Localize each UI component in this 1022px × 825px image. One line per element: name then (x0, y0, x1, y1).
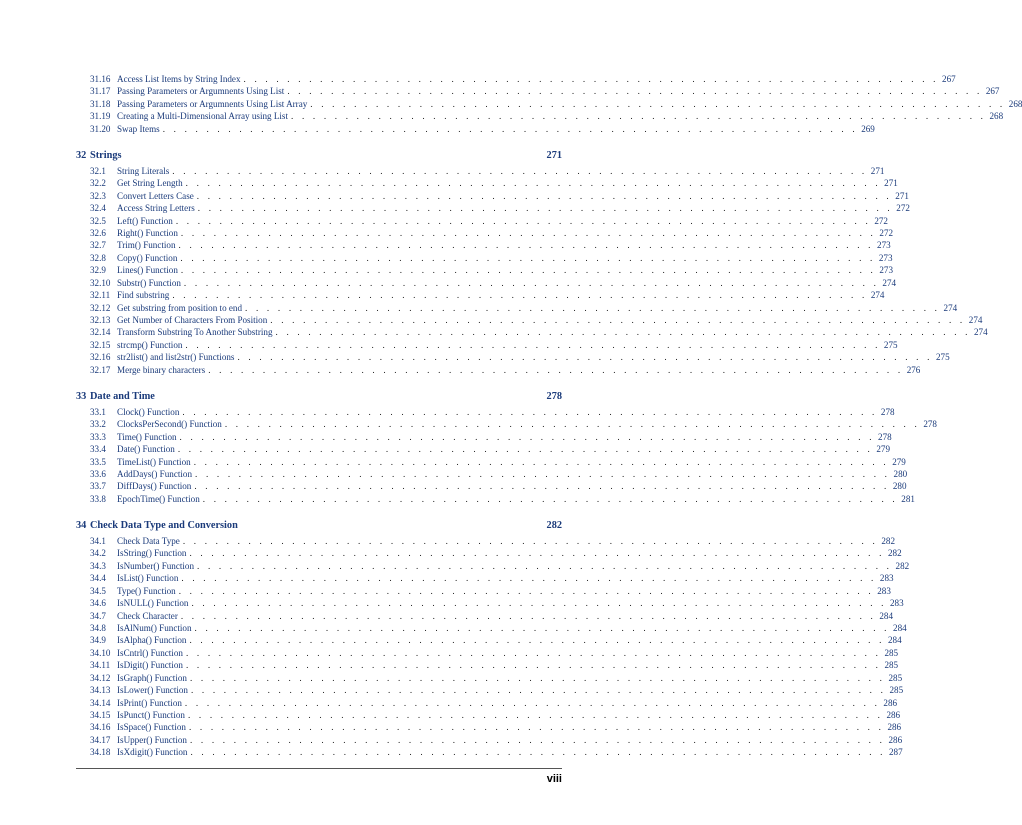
toc-entry[interactable] (76, 98, 1022, 110)
toc-entry[interactable] (76, 406, 895, 418)
toc-entry[interactable] (76, 597, 904, 609)
toc-entry[interactable] (76, 480, 907, 492)
dot-leader: . . . . . . . . . . . . . . . . . . . . . . . . . . . . . . . . . . . . . . . . . . . . . . . . . . . . . . . . . . . . . . . . (182, 406, 878, 417)
entry-page: 282 (895, 560, 910, 571)
entry-title: Get substring from position to end (117, 302, 243, 313)
entry-title: Date() Function (117, 444, 175, 455)
entry-title: String Literals (117, 165, 170, 176)
dot-leader: . . . . . . . . . . . . . . . . . . . . . . . . . . . . . . . . . . . . . . . . . . . . . . . . . . . . . . . . . . . . . . . . (189, 734, 886, 745)
dot-leader: . . . . . . . . . . . . . . . . . . . . . . . . . . . . . . . . . . . . . . . . . . . . . . . . . . . . . . . . . . . . . . . . (181, 573, 877, 584)
toc-entry[interactable] (76, 314, 983, 326)
entry-number: 34.17 (90, 734, 111, 745)
dot-leader: . . . . . . . . . . . . . . . . . . . . . . . . . . . . . . . . . . . . . . . . . . . . . . . . . . . . . . . . . . . . . . . . (175, 215, 871, 226)
toc-entry[interactable] (76, 610, 893, 622)
entry-page: 286 (883, 697, 898, 708)
entry-page: 274 (968, 315, 983, 326)
toc-entry[interactable] (76, 177, 898, 189)
entry-page: 269 (861, 123, 875, 134)
entry-number: 34.1 (90, 535, 106, 546)
entry-page: 280 (892, 481, 907, 492)
chapter-page: 278 (546, 391, 562, 403)
dot-leader: . . . . . . . . . . . . . . . . . . . . . . . . . . . . . . . . . . . . . . . . . . . . . . . . . . . . . . . . . . . . . . . . (172, 165, 868, 176)
toc-entry[interactable] (76, 418, 937, 430)
entry-title: IsList() Function (117, 573, 179, 584)
entry-number: 33.8 (90, 493, 106, 504)
entry-number: 34.6 (90, 598, 106, 609)
dot-leader: . . . . . . . . . . . . . . . . . . . . . . . . . . . . . . . . . . . . . . . . . . . . . . . . . . . . . . . . . . . . . . . . (184, 697, 881, 708)
dot-leader: . . . . . . . . . . . . . . . . . . . . . . . . . . . . . . . . . . . . . . . . . . . . . . . . . . . . . . . . . . . . . . . . (172, 290, 868, 301)
toc-entry[interactable] (76, 535, 895, 547)
entry-number: 32.8 (90, 252, 106, 263)
toc-entry[interactable] (76, 302, 958, 314)
dot-leader: . . . . . . . . . . . . . . . . . . . . . . . . . . . . . . . . . . . . . . . . . . . . . . . . . . . . . . . . . . . . . . . . (310, 98, 1006, 109)
entry-title: Convert Letters Case (117, 190, 194, 201)
dot-leader: . . . . . . . . . . . . . . . . . . . . . . . . . . . . . . . . . . . . . . . . . . . . . . . . . . . . . . . . . . . . . . . . (178, 585, 874, 596)
entry-page: 283 (889, 598, 904, 609)
entry-title: Trim() Function (117, 240, 176, 251)
entry-page: 272 (896, 203, 910, 214)
entry-title: Get Number of Characters From Position (117, 315, 268, 326)
entry-number: 32.14 (90, 327, 111, 338)
entry-number: 34.18 (90, 747, 111, 758)
entry-number: 32.1 (90, 165, 106, 176)
entry-number: 32.9 (90, 265, 106, 276)
entry-title: IsNULL() Function (117, 598, 189, 609)
entry-page: 268 (1008, 98, 1022, 109)
dot-leader: . . . . . . . . . . . . . . . . . . . . . . . . . . . . . . . . . . . . . . . . . . . . . . . . . . . . . . . . . . . . . . . . (180, 252, 876, 263)
entry-title: IsUpper() Function (117, 734, 187, 745)
toc-entry[interactable] (76, 468, 908, 480)
toc-entry[interactable] (76, 647, 899, 659)
entry-title: Check Character (117, 610, 178, 621)
toc-entry[interactable] (76, 560, 910, 572)
entry-number: 34.4 (90, 573, 106, 584)
entry-page: 283 (877, 585, 891, 596)
entry-page: 284 (893, 622, 907, 633)
entry-title: Passing Parameters or Argumnents Using List Array (117, 98, 308, 109)
entry-page: 273 (879, 265, 894, 276)
toc-entry[interactable] (76, 239, 891, 251)
entry-title: IsDigit() Function (117, 660, 183, 671)
toc-entry[interactable] (76, 123, 875, 135)
entry-number: 34.14 (90, 697, 111, 708)
entry-page: 279 (876, 444, 890, 455)
chapter-num: 32 (76, 150, 87, 162)
toc-entry[interactable] (76, 73, 956, 85)
toc-chapter-heading[interactable] (76, 390, 562, 404)
toc-entry[interactable] (76, 264, 894, 276)
entry-page: 282 (887, 548, 902, 559)
entry-page: 286 (888, 734, 903, 745)
entry-number: 34.12 (90, 672, 111, 683)
entry-page: 287 (888, 747, 903, 758)
dot-leader: . . . . . . . . . . . . . . . . . . . . . . . . . . . . . . . . . . . . . . . . . . . . . . . . . . . . . . . . . . . . . . . . (197, 203, 893, 214)
entry-page: 285 (884, 647, 899, 658)
entry-page: 282 (881, 535, 895, 546)
entry-title: IsNumber() Function (117, 560, 195, 571)
toc-entry[interactable] (76, 215, 888, 227)
entry-page: 274 (882, 277, 897, 288)
entry-title: Get String Length (117, 178, 183, 189)
entry-title: IsPrint() Function (117, 697, 182, 708)
entry-title: Lines() Function (117, 265, 178, 276)
entry-number: 32.10 (90, 277, 111, 288)
entry-title: Check Data Type (117, 535, 180, 546)
entry-number: 34.15 (90, 710, 111, 721)
entry-number: 32.11 (90, 290, 111, 301)
entry-number: 31.19 (90, 111, 111, 122)
toc-entry[interactable] (76, 252, 893, 264)
toc-entry[interactable] (76, 734, 903, 746)
entry-page: 274 (870, 290, 885, 301)
entry-page: 271 (884, 178, 898, 189)
entry-page: 275 (883, 339, 898, 350)
toc-section (76, 519, 910, 758)
entry-number: 32.5 (90, 215, 106, 226)
entry-page: 285 (884, 660, 899, 671)
entry-number: 33.5 (90, 456, 106, 467)
toc-section (76, 149, 988, 376)
dot-leader: . . . . . . . . . . . . . . . . . . . . . . . . . . . . . . . . . . . . . . . . . . . . . . . . . . . . . . . . . . . . . . . . (178, 240, 874, 251)
chapter-title: Check Data Type and Conversion (90, 520, 238, 532)
dot-leader: . . . . . . . . . . . . . . . . . . . . . . . . . . . . . . . . . . . . . . . . . . . . . . . . . . . . . . . . . . . . . . . . (243, 74, 939, 84)
entry-title: AddDays() Function (117, 469, 193, 479)
entry-title: Left() Function (117, 215, 173, 226)
dot-leader: . . . . . . . . . . . . . . . . . . . . . . . . . . . . . . . . . . . . . . . . . . . . . . . . . . . . . . . . . . . . . . . . (162, 123, 858, 134)
entry-title: IsAlpha() Function (117, 635, 187, 646)
toc-entry[interactable] (76, 672, 903, 684)
toc-entry[interactable] (76, 684, 904, 696)
entry-page: 274 (974, 327, 988, 338)
entry-page: 278 (923, 419, 937, 430)
dot-leader: . . . . . . . . . . . . . . . . . . . . . . . . . . . . . . . . . . . . . . . . . . . . . . . . . . . . . . . . . . . . . . . . (185, 647, 882, 658)
toc-entry[interactable] (76, 289, 885, 301)
dot-leader: . . . . . . . . . . . . . . . . . . . . . . . . . . . . . . . . . . . . . . . . . . . . . . . . . . . . . . . . . . . . . . . . (195, 469, 891, 479)
entry-title: IsCntrl() Function (117, 647, 183, 658)
entry-number: 31.16 (90, 74, 111, 84)
toc-entry[interactable] (76, 277, 897, 289)
toc-entry[interactable] (76, 431, 892, 443)
toc-entry[interactable] (76, 351, 950, 363)
entry-number: 34.16 (90, 722, 111, 733)
chapter-page: 282 (546, 520, 562, 532)
entry-number: 31.18 (90, 98, 111, 109)
entry-number: 32.2 (90, 178, 106, 189)
entry-title: Access List Items by String Index (117, 74, 241, 84)
dot-leader: . . . . . . . . . . . . . . . . . . . . . . . . . . . . . . . . . . . . . . . . . . . . . . . . . . . . . . . . . . . . . . . . (188, 722, 885, 733)
toc-entry[interactable] (76, 110, 1004, 122)
chapter-num: 33 (76, 391, 87, 403)
dot-leader: . . . . . . . . . . . . . . . . . . . . . . . . . . . . . . . . . . . . . . . . . . . . . . . . . . . . . . . . . . . . . . . . (179, 431, 875, 442)
entry-title: EpochTime() Function (117, 493, 200, 504)
entry-page: 280 (893, 469, 908, 479)
entry-title: Substr() Function (117, 277, 181, 288)
entry-page: 279 (892, 456, 906, 467)
chapter-page: 271 (546, 150, 562, 162)
dot-leader: . . . . . . . . . . . . . . . . . . . . . . . . . . . . . . . . . . . . . . . . . . . . . . . . . . . . . . . . . . . . . . . . (189, 548, 885, 559)
entry-page: 273 (877, 240, 891, 251)
entry-title: Type() Function (117, 585, 176, 596)
toc-entry[interactable] (76, 721, 902, 733)
entry-number: 32.6 (90, 227, 106, 238)
dot-leader: . . . . . . . . . . . . . . . . . . . . . . . . . . . . . . . . . . . . . . . . . . . . . . . . . . . . . . . . . . . . . . . . (183, 277, 880, 288)
toc-entry[interactable] (76, 493, 915, 505)
entry-page: 284 (887, 635, 902, 646)
dot-leader: . . . . . . . . . . . . . . . . . . . . . . . . . . . . . . . . . . . . . . . . . . . . . . . . . . . . . . . . . . . . . . . . (189, 672, 886, 683)
entry-page: 281 (901, 493, 915, 504)
toc-entry[interactable] (76, 709, 901, 721)
toc-entry[interactable] (76, 456, 906, 468)
dot-leader: . . . . . . . . . . . . . . . . . . . . . . . . . . . . . . . . . . . . . . . . . . . . . . . . . . . . . . . . . . . . . . . . (187, 710, 884, 721)
dot-leader: . . . . . . . . . . . . . . . . . . . . . . . . . . . . . . . . . . . . . . . . . . . . . . . . . . . . . . . . . . . . . . . . (177, 444, 873, 455)
entry-page: 267 (942, 74, 956, 84)
toc-entry[interactable] (76, 165, 885, 177)
entry-number: 34.11 (90, 660, 111, 671)
entry-number: 34.9 (90, 635, 106, 646)
dot-leader: . . . . . . . . . . . . . . . . . . . . . . . . . . . . . . . . . . . . . . . . . . . . . . . . . . . . . . . . . . . . . . . . (180, 265, 877, 276)
entry-number: 33.7 (90, 481, 106, 492)
entry-number: 34.10 (90, 647, 111, 658)
entry-number: 32.12 (90, 302, 111, 313)
entry-number: 32.3 (90, 190, 106, 201)
toc-entry[interactable] (76, 443, 890, 455)
dot-leader: . . . . . . . . . . . . . . . . . . . . . . . . . . . . . . . . . . . . . . . . . . . . . . . . . . . . . . . . . . . . . . . . (185, 339, 881, 350)
entry-title: IsXdigit() Function (117, 747, 188, 758)
dot-leader: . . . . . . . . . . . . . . . . . . . . . . . . . . . . . . . . . . . . . . . . . . . . . . . . . . . . . . . . . . . . . . . . (194, 622, 890, 633)
entry-number: 34.2 (90, 548, 106, 559)
entry-page: 285 (888, 672, 903, 683)
entry-page: 267 (985, 86, 1000, 97)
dot-leader: . . . . . . . . . . . . . . . . . . . . . . . . . . . . . . . . . . . . . . . . . . . . . . . . . . . . . . . . . . . . . . . . (245, 302, 941, 313)
entry-title: Access String Letters (117, 203, 195, 214)
entry-number: 33.6 (90, 469, 106, 479)
dot-leader: . . . . . . . . . . . . . . . . . . . . . . . . . . . . . . . . . . . . . . . . . . . . . . . . . . . . . . . . . . . . . . . . (275, 327, 971, 338)
entry-number: 33.2 (90, 419, 106, 430)
toc-chapter-heading[interactable] (76, 519, 562, 533)
entry-title: Find substring (117, 290, 170, 301)
toc-entry[interactable] (76, 634, 902, 646)
entry-number: 33.3 (90, 431, 106, 442)
entry-title: ClocksPerSecond() Function (117, 419, 222, 430)
entry-number: 33.1 (90, 406, 106, 417)
dot-leader: . . . . . . . . . . . . . . . . . . . . . . . . . . . . . . . . . . . . . . . . . . . . . . . . . . . . . . . . . . . . . . . . (180, 227, 877, 238)
entry-title: Transform Substring To Another Substring (117, 327, 273, 338)
entry-title: Merge binary characters (117, 364, 206, 375)
dot-leader: . . . . . . . . . . . . . . . . . . . . . . . . . . . . . . . . . . . . . . . . . . . . . . . . . . . . . . . . . . . . . . . . (182, 535, 878, 546)
entry-title: IsPunct() Function (117, 710, 185, 721)
entry-title: IsString() Function (117, 548, 187, 559)
toc-entry[interactable] (76, 622, 907, 634)
entry-number: 32.15 (90, 339, 111, 350)
entry-title: Time() Function (117, 431, 177, 442)
dot-leader: . . . . . . . . . . . . . . . . . . . . . . . . . . . . . . . . . . . . . . . . . . . . . . . . . . . . . . . . . . . . . . . . (197, 560, 893, 571)
entry-page: 286 (887, 722, 902, 733)
toc-chapter-heading[interactable] (76, 149, 562, 163)
entry-number: 34.13 (90, 685, 111, 696)
entry-title: Right() Function (117, 227, 178, 238)
chapter-title: Date and Time (90, 391, 155, 403)
entry-number: 32.17 (90, 364, 111, 375)
toc-entry[interactable] (76, 547, 902, 559)
dot-leader: . . . . . . . . . . . . . . . . . . . . . . . . . . . . . . . . . . . . . . . . . . . . . . . . . . . . . . . . . . . . . . . . (287, 86, 983, 97)
dot-leader: . . . . . . . . . . . . . . . . . . . . . . . . . . . . . . . . . . . . . . . . . . . . . . . . . . . . . . . . . . . . . . . . (202, 493, 898, 504)
entry-page: 283 (879, 573, 894, 584)
entry-title: IsSpace() Function (117, 722, 186, 733)
entry-title: Passing Parameters or Argumnents Using List (117, 86, 285, 97)
toc-section (76, 390, 937, 505)
dot-leader: . . . . . . . . . . . . . . . . . . . . . . . . . . . . . . . . . . . . . . . . . . . . . . . . . . . . . . . . . . . . . . . . (185, 660, 882, 671)
entry-title: Creating a Multi-Dimensional Array using List (117, 111, 288, 122)
entry-page: 272 (874, 215, 888, 226)
entry-page: 286 (886, 710, 901, 721)
entry-number: 31.17 (90, 86, 111, 97)
footer-rule (76, 768, 562, 769)
dot-leader: . . . . . . . . . . . . . . . . . . . . . . . . . . . . . . . . . . . . . . . . . . . . . . . . . . . . . . . . . . . . . . . . (189, 635, 885, 646)
entry-number: 34.5 (90, 585, 106, 596)
entry-number: 33.4 (90, 444, 106, 455)
toc-entry[interactable] (76, 85, 1000, 97)
entry-page: 268 (989, 111, 1004, 122)
table-of-contents (76, 73, 1022, 773)
dot-leader: . . . . . . . . . . . . . . . . . . . . . . . . . . . . . . . . . . . . . . . . . . . . . . . . . . . . . . . . . . . . . . . . (193, 456, 889, 467)
toc-entry[interactable] (76, 659, 899, 671)
dot-leader: . . . . . . . . . . . . . . . . . . . . . . . . . . . . . . . . . . . . . . . . . . . . . . . . . . . . . . . . . . . . . . . . (291, 111, 987, 122)
entry-page: 278 (878, 431, 892, 442)
entry-page: 271 (895, 190, 909, 201)
toc-entry[interactable] (76, 339, 898, 351)
entry-number: 32.16 (90, 352, 111, 363)
toc-entry[interactable] (76, 746, 903, 758)
dot-leader: . . . . . . . . . . . . . . . . . . . . . . . . . . . . . . . . . . . . . . . . . . . . . . . . . . . . . . . . . . . . . . . . (224, 419, 920, 430)
entry-page: 285 (889, 685, 904, 696)
dot-leader: . . . . . . . . . . . . . . . . . . . . . . . . . . . . . . . . . . . . . . . . . . . . . . . . . . . . . . . . . . . . . . . . (190, 685, 887, 696)
toc-entry[interactable] (76, 364, 921, 376)
toc-section (76, 73, 1022, 135)
entry-number: 34.8 (90, 622, 106, 633)
entry-page: 274 (943, 302, 958, 313)
entry-title: DiffDays() Function (117, 481, 192, 492)
entry-title: IsAlNum() Function (117, 622, 192, 633)
dot-leader: . . . . . . . . . . . . . . . . . . . . . . . . . . . . . . . . . . . . . . . . . . . . . . . . . . . . . . . . . . . . . . . . (194, 481, 890, 492)
entry-number: 32.13 (90, 315, 111, 326)
dot-leader: . . . . . . . . . . . . . . . . . . . . . . . . . . . . . . . . . . . . . . . . . . . . . . . . . . . . . . . . . . . . . . . . (270, 315, 966, 326)
entry-title: IsGraph() Function (117, 672, 187, 683)
entry-title: Copy() Function (117, 252, 178, 263)
chapter-title: Strings (90, 150, 122, 162)
entry-page: 276 (906, 364, 921, 375)
toc-entry[interactable] (76, 227, 894, 239)
entry-number: 32.4 (90, 203, 106, 214)
entry-page: 273 (878, 252, 893, 263)
entry-title: IsLower() Function (117, 685, 188, 696)
toc-entry[interactable] (76, 697, 898, 709)
entry-page: 284 (879, 610, 893, 621)
entry-title: str2list() and list2str() Functions (117, 352, 235, 363)
entry-page: 275 (935, 352, 950, 363)
toc-entry[interactable] (76, 572, 894, 584)
entry-number: 31.20 (90, 123, 111, 134)
entry-title: Clock() Function (117, 406, 180, 417)
page-number: viii (546, 773, 562, 785)
toc-entry[interactable] (76, 202, 910, 214)
entry-title: strcmp() Function (117, 339, 183, 350)
dot-leader: . . . . . . . . . . . . . . . . . . . . . . . . . . . . . . . . . . . . . . . . . . . . . . . . . . . . . . . . . . . . . . . . (196, 190, 892, 201)
dot-leader: . . . . . . . . . . . . . . . . . . . . . . . . . . . . . . . . . . . . . . . . . . . . . . . . . . . . . . . . . . . . . . . . (185, 178, 881, 189)
dot-leader: . . . . . . . . . . . . . . . . . . . . . . . . . . . . . . . . . . . . . . . . . . . . . . . . . . . . . . . . . . . . . . . . (180, 610, 876, 621)
chapter-num: 34 (76, 520, 87, 532)
dot-leader: . . . . . . . . . . . . . . . . . . . . . . . . . . . . . . . . . . . . . . . . . . . . . . . . . . . . . . . . . . . . . . . . (191, 598, 887, 609)
entry-number: 34.3 (90, 560, 106, 571)
entry-page: 272 (879, 227, 894, 238)
entry-title: Swap Items (117, 123, 160, 134)
toc-entry[interactable] (76, 326, 988, 338)
entry-page: 271 (870, 165, 885, 176)
toc-entry[interactable] (76, 190, 909, 202)
toc-entry[interactable] (76, 585, 891, 597)
entry-title: TimeList() Function (117, 456, 191, 467)
dot-leader: . . . . . . . . . . . . . . . . . . . . . . . . . . . . . . . . . . . . . . . . . . . . . . . . . . . . . . . . . . . . . . . . (190, 747, 886, 758)
dot-leader: . . . . . . . . . . . . . . . . . . . . . . . . . . . . . . . . . . . . . . . . . . . . . . . . . . . . . . . . . . . . . . . . (208, 364, 904, 375)
entry-number: 34.7 (90, 610, 106, 621)
entry-number: 32.7 (90, 240, 106, 251)
dot-leader: . . . . . . . . . . . . . . . . . . . . . . . . . . . . . . . . . . . . . . . . . . . . . . . . . . . . . . . . . . . . . . . . (237, 352, 933, 363)
entry-page: 278 (880, 406, 895, 417)
